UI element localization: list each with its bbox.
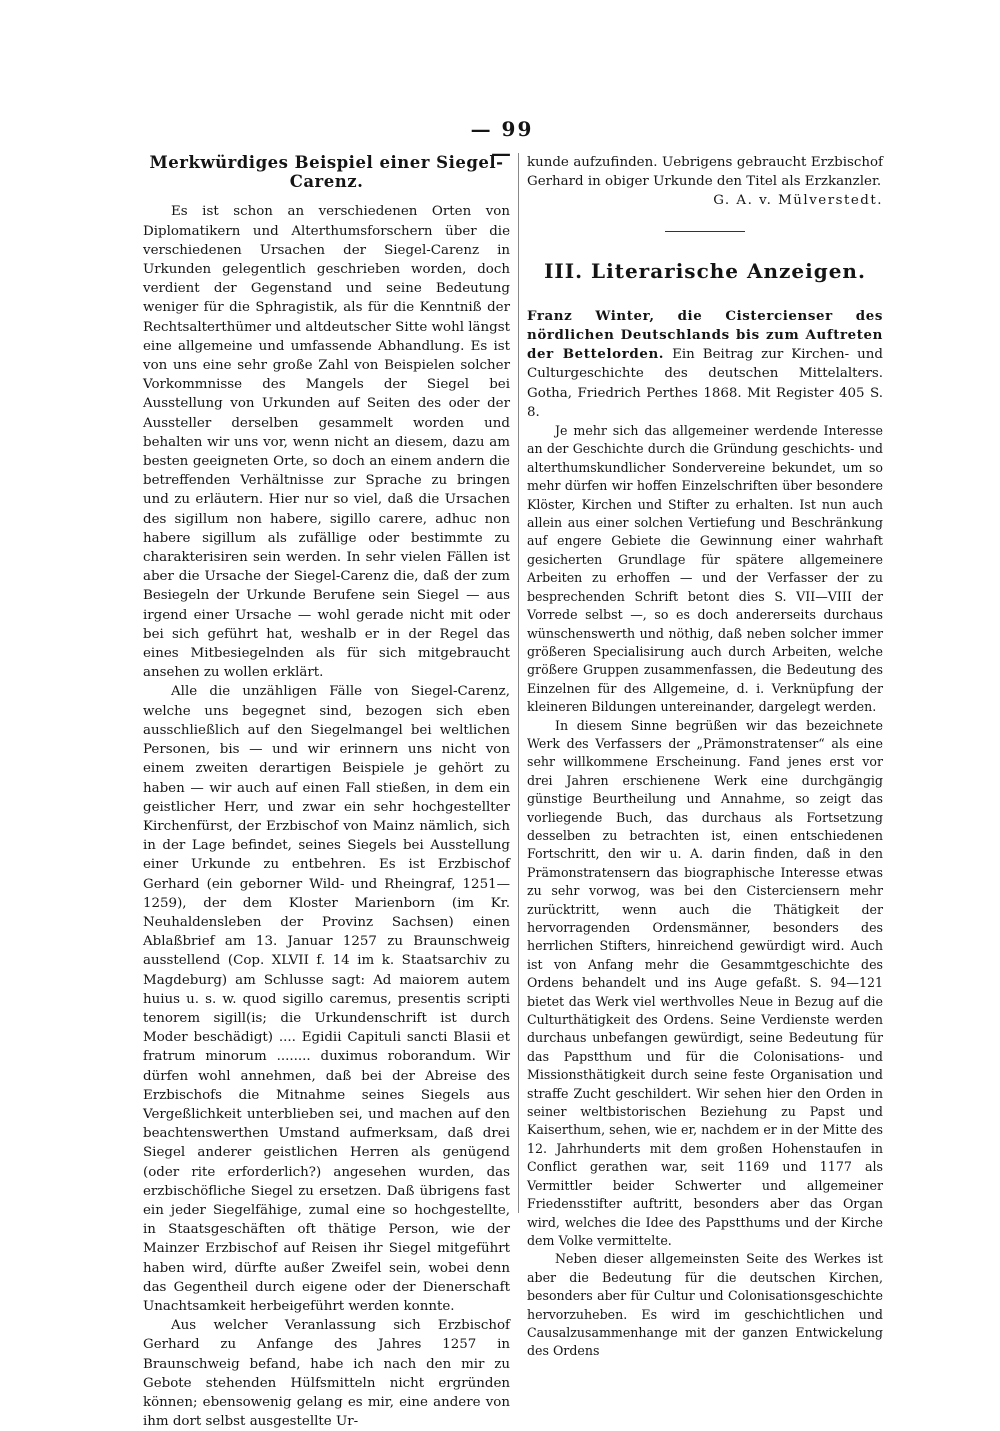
review-title [527,307,883,422]
article-heading: Merkwürdiges Beispiel einer Siegel-Carenz. [149,153,504,192]
article-paragraph-2: Alle die unzähligen Fälle von Siegel-Carenz, welche uns begegnet sind, bezogen sich eben ausschließlich auf den Siegelmangel bei weltlichen Personen, bis — und wir erinnern uns nicht von einem zweiten derartigen Beispiele je gehört zu haben — wir auch auf einen Fall stießen, in dem ein geistlicher Herr, und zwar ein sehr hochgestellter Kirchenfürst, der Erzbischof von Mainz nämlich, sich in der Lage befindet, seines Siegels bei Ausstellung einer Urkunde zu entbehren. Es ist Erzbischof Gerhard (ein geborner Wild- und Rheingraf, 1251—1259), der dem Kloster Marienborn (im Kr. Neuhaldensleben der Provinz Sachsen) einen Ablaßbrief am 13. Januar 1257 zu Braunschweig ausstellend (Cop. XLVII f. 14 im k. Staatsarchiv zu Magdeburg) am Schlusse sagt: Ad maiorem autem huius u. s. w. quod sigillo caremus, presentis scripti tenorem sigill(is; die Urkundenschrift ist durch Moder beschädigt) .... Egidii Capituli sancti Blasii et fratrum minorum ........ duximus roborandum. Wir dürfen wohl annehmen, daß bei der Abreise des Erzbischofs die Mitnahme seines Siegels aus Vergeßlichkeit unterblieben sei, und machen auf den beachtenswerthen Umstand aufmerksam, daß drei Siegel anderer geistlichen Herren als genügend (oder rite erforderlich?) angesehen wurden, das erzbischöfliche Siegel zu ersetzen. Daß übrigens fast ein jeder Siegelfähige, zumal eine so hochgestellte, in Staatsgeschäften oft thätige Person, wie der Mainzer Erzbischof auf Reisen ihr Siegel mitgeführt haben wird, dürfte außer Zweifel sein, wobei denn das Gegentheil durch eigene oder der Dienerschaft Unachtsamkeit herbeigeführt werden konnte. [143,684,510,1314]
section-heading: III. Literarische Anzeigen. [544,258,866,283]
page-number: — 99 — [470,117,534,165]
review-paragraph-2: In diesem Sinne begrüßen wir das bezeichnete Werk des Verfassers der „Prämonstratenser“ als eine sehr willkommene Erscheinung. Fand jenes erst vor drei Jahren erschienene Werk eine durchgängig günstige Beurtheilung und Annahme, so zeigt das vorliegende Buch, das durchaus als Fortsetzung desselben zu betrachten ist, einen entschiedenen Fortschritt, den wir u. A. darin finden, daß in den Prämonstratensern das biographische Interesse etwas zu sehr vorwog, was bei den Cisterciensern mehr zurücktritt, wenn auch die Thätigkeit der hervorragenden Ordensmänner, besonders des herrlichen Stifters, hinreichend gewürdigt wird. Auch ist von Anfang mehr die Gesammtgeschichte des Ordens behandelt und ins Auge gefaßt. S. 94—121 bietet das Werk viel werthvolles Neue in Bezug auf die Culturthätigkeit des Ordens. Seine Verdienste werden durchaus unbefangen gewürdigt, seine Bedeutung für das Papstthum und für die Colonisations- und Missionsthätigkeit durch seine feste Organisation und straffe Zucht geschildert. Wir sehen hier den Orden in seiner weltbistorischen Beziehung zu Papst und Kaiserthum, sehen, wie er, nachdem er in der Mitte des 12. Jahrhunderts mit dem großen Hohenstaufen in Conflict gerathen war, seit 1169 und 1177 als Vermittler beider Schwerter und allgemeiner Friedensstifter auftritt, besonders aber das Organ wird, welches die Idee des Papstthums und der Kirche dem Volke vermittelte. [527,717,883,1248]
right-column [527,153,883,1361]
review-title-details: Ein Beitrag zur Kirchen- und Culturgeschichte des deutschen Mittelalters. Gotha, Friedrich Perthes 1868. Mit Register 405 S. 8. [527,347,883,420]
article-continuation: kunde aufzufinden. Uebrigens gebraucht Erzbischof Gerhard in obiger Urkunde den Titel als Erzkanzler. [527,155,883,190]
review-paragraph-3: Neben dieser allgemeinsten Seite des Werkes ist aber die Bedeutung für die deutschen Kirchen, besonders aber für Cultur und Colonisationsgeschichte hervorzuheben. Es wird im geschichtlichen und Causalzusammenhange mit der ganzen Entwickelung des Ordens [527,1251,883,1359]
review-paragraph-1: Je mehr sich das allgemeiner werdende Interesse an der Geschichte durch die Gründung geschichts- und alterthumskundlicher Sondervereine bekundet, um so mehr dürfen wir hoffen Einzelschriften über besondere Klöster, Kirchen und Stifter zu erhalten. Ist nun auch allein aus einer solchen Vertiefung und Beschränkung auf engere Gebiete die Gewinnung einer wahrhaft gesicherten Grundlage für spätere allgemeinere Arbeiten zu erhoffen — und der Verfasser der zu besprechenden Schrift betont dies S. VII—VIII der Vorrede selbst —, so es doch andererseits durchaus wünschenswerth und nöthig, daß neben solcher immer größeren Specialisirung auch durch Arbeiten, welche größere Gruppen zusammenfassen, die Bedeutung des Einzelnen für des Allgemeine, d. i. Verknüpfung der kleineren Bildungen untereinander, dargelegt werden. [527,423,883,715]
review-title-main: Franz Winter, die Cistercienser des nördlichen Deutschlands bis zum Auftreten der Bettelorden. [527,307,883,363]
author-signature: G. A. v. Mülverstedt. [713,193,883,209]
column-divider [518,153,519,1213]
article-paragraph-1: Es ist schon an verschiedenen Orten von Diplomatikern und Alterthumsforschern über die verschiedenen Ursachen der Siegel-Carenz in Urkunden gelegentlich geschrieben worden, doch verdient der Gegenstand und seine Bedeutung weniger für die Sphragistik, als für die Kenntniß der Rechtsalterthümer und altdeutscher Sitte wohl längst eine allgemeine und umfassende Abhandlung. Es ist von uns eine sehr große Zahl von Beispielen solcher Vorkommnisse des Mangels der Siegel bei Ausstellung von Urkunden auf Seiten des oder der Aussteller derselben gesammelt worden und behalten wir uns vor, wenn nicht an diesem, dazu am besten geeigneten Orte, so doch an einem andern die betreffenden Verhältnisse zur Sprache zu bringen und zu erläutern. Hier nur so viel, daß die Ursachen des sigillum non habere, sigillo carere, adhuc non habere sigillum als zufällige oder bestimmte zu charakterisiren sein werden. In sehr vielen Fällen ist aber die Ursache der Siegel-Carenz die, daß der zum Besiegeln der Urkunde Berufene sein Siegel — aus irgend einer Ursache — wohl gerade nicht mit oder bei sich geführt hat, weshalb er in der Regel das eines Mitbesiegelnden als für sich mitgebraucht ansehen zu wollen erklärt. [143,204,510,681]
article-paragraph-3: Aus welcher Veranlassung sich Erzbischof Gerhard zu Anfange des Jahres 1257 in Braunschweig befand, habe ich nach den mir zu Gebote stehenden Hülfsmitteln nicht ergründen können; ebensowenig gelang es mir, eine andere von ihm dort selbst ausgestellte Ur- [143,1318,510,1430]
left-column [143,153,510,1431]
section-rule [665,231,745,232]
